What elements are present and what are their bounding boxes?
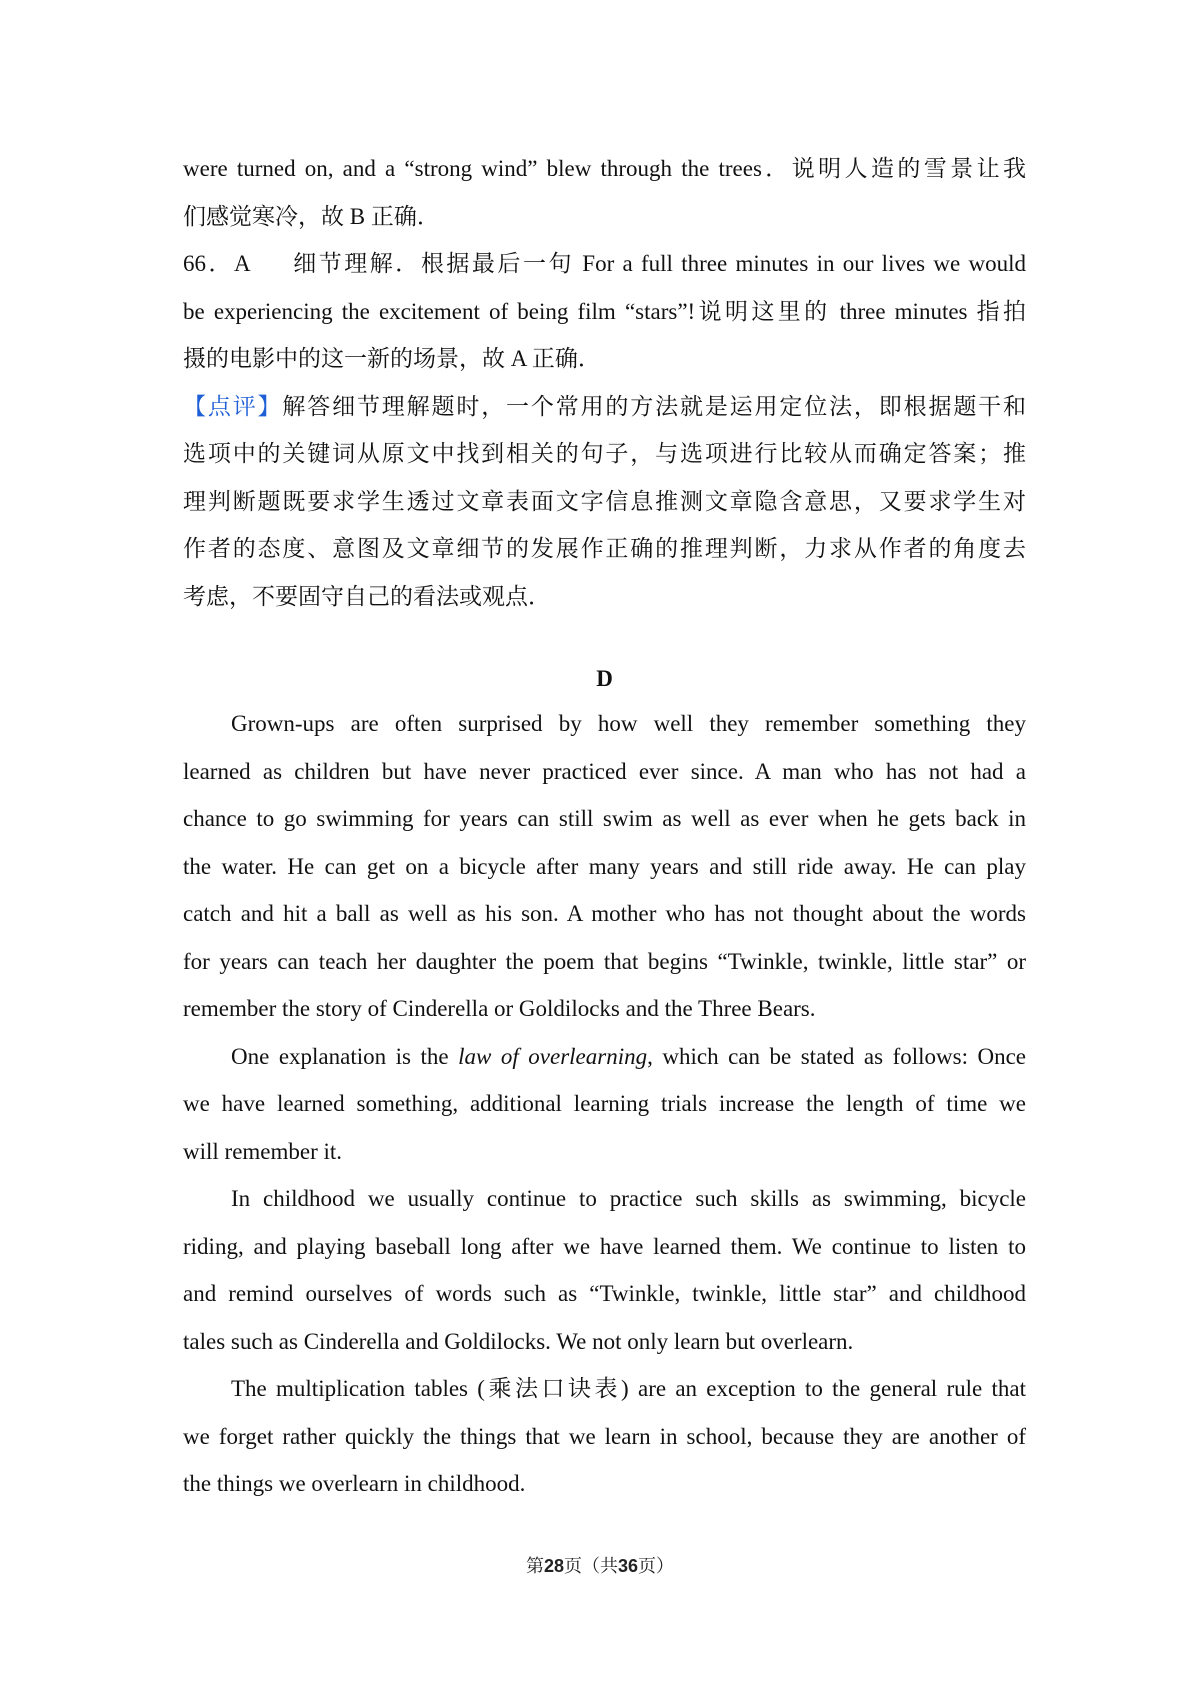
- total-page-count: 36: [618, 1556, 639, 1576]
- review-line: 考虑，不要固守自己的看法或观点．: [183, 583, 551, 609]
- passage-line: for years can teach her daughter the poem that begins “Twinkle, twinkle, little star” or: [183, 948, 1026, 974]
- answer-line: be experiencing the excitement of being film “stars”!说明这里的 three minutes 指拍: [183, 298, 1026, 324]
- paragraph-2: [183, 1033, 1026, 1176]
- answer-line: 们感觉寒冷，故 B 正确．: [183, 203, 440, 229]
- review-block: [183, 383, 1026, 621]
- review-line: 作者的态度、意图及文章细节的发展作正确的推理判断，力求从作者的角度去: [183, 536, 1026, 561]
- passage-line: will remember it.: [183, 1138, 343, 1164]
- review-text: 解答细节理解题时，一个常用的方法就是运用定位法，即根据题干和: [282, 393, 1027, 419]
- passage-line: remember the story of Cinderella or Goldilocks and the Three Bears.: [183, 996, 816, 1021]
- paragraph-1: [183, 700, 1026, 1033]
- review-tag: 【点评】: [183, 393, 283, 419]
- passage-line: One explanation is the law of overlearning, which can be stated as follows: Once: [231, 1043, 1027, 1069]
- passage-line: chance to go swimming for years can still swim as well as ever when he gets back in: [183, 806, 1026, 831]
- answer-line: 摄的电影中的这一新的场景，故 A 正确．: [183, 346, 601, 371]
- passage-line: The multiplication tables (乘法口诀表) are an exception to the general rule that: [231, 1376, 1026, 1401]
- question-66-answer: [183, 240, 1026, 288]
- answer-text: 细节理解．根据最后一句 For a full three minutes in our lives we would: [290, 251, 1026, 276]
- law-of-overlearning-term: law of overlearning: [458, 1043, 648, 1069]
- paragraph-4: [183, 1365, 1026, 1508]
- passage-line: riding, and playing baseball long after we have learned them. We continue to listen to: [183, 1233, 1026, 1259]
- passage: [183, 700, 1026, 1508]
- page-content: [183, 145, 1026, 1508]
- passage-line: Grown-ups are often surprised by how well they remember something they: [231, 711, 1026, 736]
- section-title: D: [596, 666, 613, 691]
- passage-line: catch and hit a ball as well as his son. A mother who has not thought about the words: [183, 901, 1026, 926]
- current-page-number: 28: [543, 1556, 564, 1576]
- paragraph-3: [183, 1175, 1026, 1365]
- review-line: [183, 383, 1026, 431]
- page-footer: 第28页（共36页）: [525, 1556, 675, 1576]
- passage-line: the things we overlearn in childhood.: [183, 1471, 526, 1496]
- review-line: 选项中的关键词从原文中找到相关的句子，与选项进行比较从而确定答案；推: [183, 441, 1026, 466]
- passage-line: we forget rather quickly the things that we learn in school, because they are another of: [183, 1423, 1026, 1449]
- passage-line: we have learned something, additional learning trials increase the length of time we: [183, 1091, 1026, 1116]
- answer-block: [183, 145, 1026, 383]
- passage-line: tales such as Cinderella and Goldilocks. We not only learn but overlearn.: [183, 1328, 854, 1354]
- passage-line: the water. He can get on a bicycle after many years and still ride away. He can play: [183, 853, 1026, 879]
- passage-line: learned as children but have never practiced ever since. A man who has not had a: [183, 758, 1026, 784]
- passage-line: In childhood we usually continue to practice such skills as swimming, bicycle: [231, 1186, 1026, 1211]
- answer-line: were turned on, and a “strong wind” blew through the trees．说明人造的雪景让我: [183, 156, 1026, 181]
- review-line: 理判断题既要求学生透过文章表面文字信息推测文章隐含意思，又要求学生对: [183, 488, 1026, 514]
- question-number: 66．A: [183, 251, 251, 276]
- passage-line: and remind ourselves of words such as “Twinkle, twinkle, little star” and childhood: [183, 1281, 1026, 1306]
